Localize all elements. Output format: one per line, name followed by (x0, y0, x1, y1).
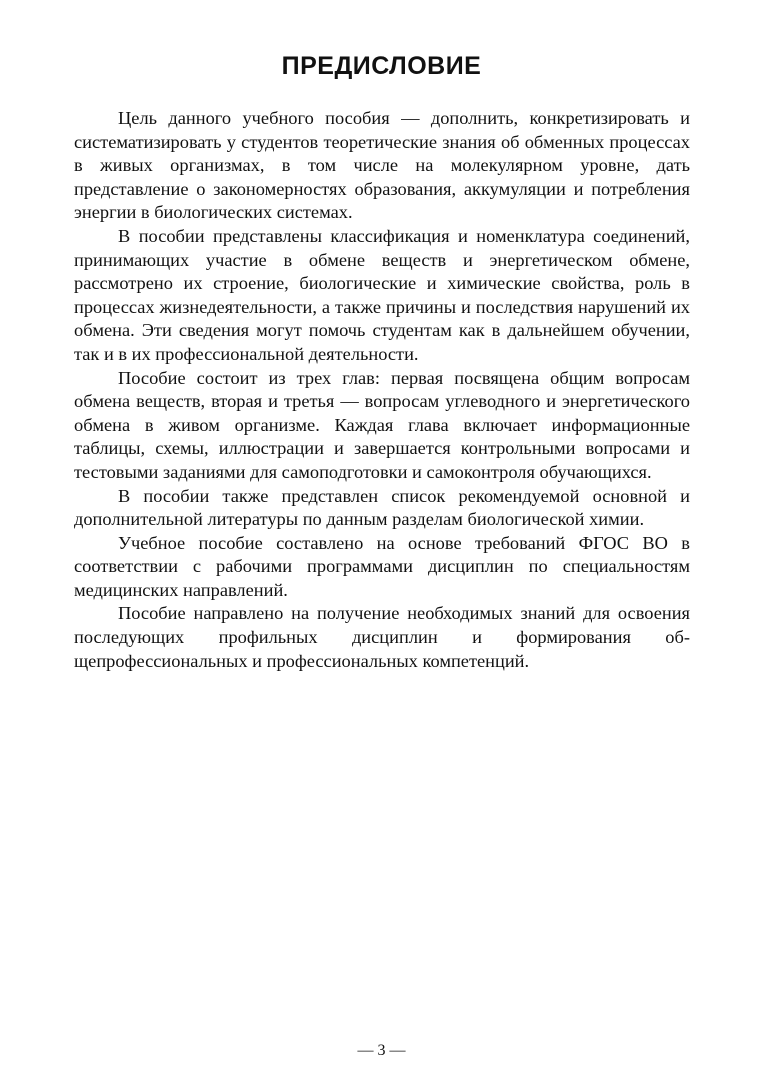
paragraph-structure: Пособие состоит из трех глав: первая посвящена общим вопросам обмена веществ, вторая и третья — вопросам углеводного и энергетического обмена в живом организме. Каждая глава включает информационные таблицы, схемы, иллюстрации и завершается контрольными вопросами и тестовыми заданиями для самоподготовки и самоконтроля обучающихся. (74, 367, 690, 482)
paragraph-standards: Учебное пособие составлено на основе требований ФГОС ВО в соответствии с рабочими программами дисциплин по специальностям медицинских направлений. (74, 532, 690, 600)
page-number: — 3 — (357, 1042, 406, 1059)
paragraph-literature: В пособии также представлен список рекомендуемой основной и дополнительной литературы по данным разделам биологической химии. (74, 485, 690, 530)
paragraph-content: В пособии представлены классификация и номенклатура соединений, принимающих участие в обмене веществ и энергетическом обмене, рассмотрено их строение, биологические и химические свойства, роль в процессах жизнедеятельности, а также причины и последствия нарушений их обмена. Эти сведения могут помочь студентам как в дальнейшем обучении, так и в их профессиональной деятельности. (74, 225, 690, 364)
body-text (74, 107, 690, 673)
paragraph-purpose: Пособие направлено на получение необходимых знаний для освоения последующих профильных дисциплин и формирования общепрофессиональных и профессиональных компетенций. (74, 603, 690, 671)
paragraph-goal: Цель данного учебного пособия — дополнить, конкретизировать и систематизировать у студентов теоретические знания об обменных процессах в живых организмах, в том числе на молекулярном уровне, дать представление о закономерностях образования, аккумуляции и потребления энергии в биологических системах. (74, 108, 690, 223)
page-title: ПРЕДИСЛОВИЕ (281, 52, 482, 80)
